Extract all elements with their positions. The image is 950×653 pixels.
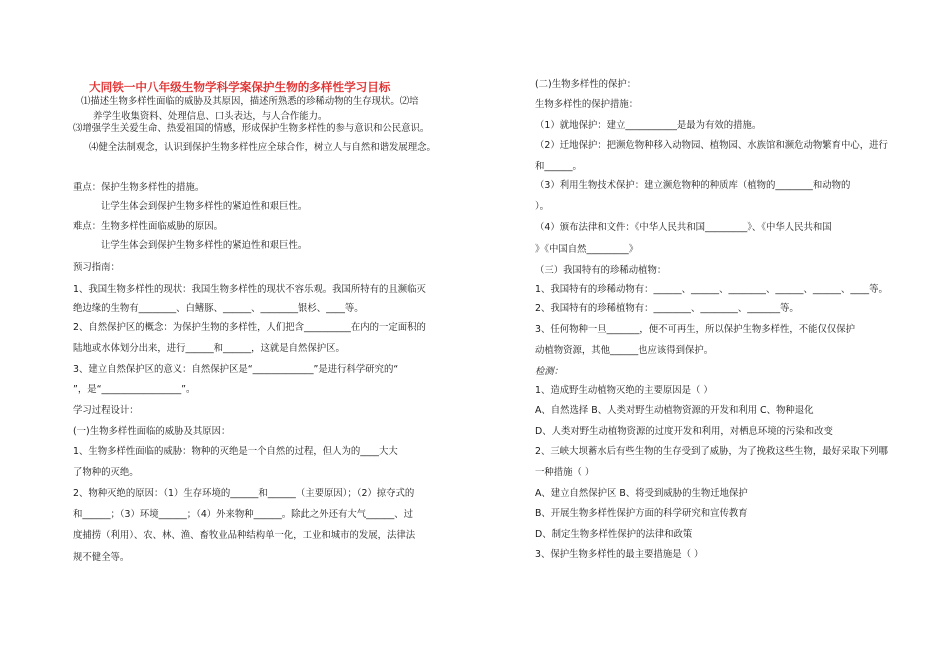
- section3-line: 2、我国特有的珍稀植物有：________、________、_______等。: [535, 303, 799, 314]
- section1-line: 规不健全等。: [73, 552, 130, 563]
- measures-heading: 生物多样性的保护措施：: [535, 99, 639, 110]
- section3-line: 动植物资源，其他______也应该得到保护。: [535, 345, 714, 356]
- page-title: 大同铁一中八年级生物学科学案保护生物的多样性学习目标: [89, 80, 391, 94]
- preview-line: ”，是“_________________”。: [73, 384, 196, 395]
- test-line: D、制定生物多样性保护的法律和政策: [535, 529, 693, 540]
- section1-line: 和______；（3）环境______；（4）外来物种______。除此之外还有大气______、过: [73, 509, 414, 520]
- test-line: A、自然选择 B、人类对野生动植物资源的开发和利用 C、物种退化: [535, 405, 814, 416]
- goal-line: ⑶增强学生关爱生命、热爱祖国的情感，形成保护生物多样性的参与意识和公民意识。: [73, 123, 430, 134]
- measure-line: （3）利用生物技术保护：建立濒危物种的种质库（植物的________和动物的: [535, 180, 851, 191]
- test-line: 1、造成野生动植物灭绝的主要原因是（ ）: [535, 385, 713, 396]
- goal-line: ⑴描述生物多样性面临的威胁及其原因，描述所熟悉的珍稀动物的生存现状。⑵培: [81, 96, 419, 107]
- preview-line: 1、我国生物多样性的现状：我国生物多样性的现状不容乐观。我国所特有的且濒临灭: [73, 284, 426, 295]
- measure-line: 》《中国自然_________》: [535, 244, 639, 255]
- test-line: D、人类对野生动植物资源的过度开发和利用，对栖息环境的污染和改变: [535, 426, 833, 437]
- measure-line: （4）颁布法律和文件：《中华人民共和国_________》、《中华人民共和国: [535, 222, 832, 233]
- measure-line: （1）就地保护：建立___________是最为有效的措施。: [535, 120, 762, 131]
- section3-line: 1、我国特有的珍稀动物有：______、______、________、______、______、____等。: [535, 284, 888, 295]
- measure-line: 和______。: [535, 161, 582, 172]
- difficulty-sub: 让学生体会到保护生物多样性的紧迫性和艰巨性。: [101, 240, 308, 251]
- test-line: A、建立自然保护区 B、将受到威胁的生物迁地保护: [535, 488, 748, 499]
- section3-line: 3、任何物种一旦_______，便不可再生，所以保护生物多样性，不能仅仅保护: [535, 324, 856, 335]
- measure-line: （2）迁地保护：把濒危物种移入动物园、植物园、水族馆和濒危动物繁育中心，进行: [535, 140, 888, 151]
- test-line: 一种措施（ ）: [535, 467, 595, 478]
- test-line: 3、保护生物多样性的最主要措施是（ ）: [535, 549, 704, 560]
- measure-line: ）。: [535, 201, 550, 212]
- goal-line: ⑷健全法制观念，认识到保护生物多样性应全球合作，树立人与自然和谐发展理念。: [89, 142, 436, 153]
- preview-heading: 预习指南：: [73, 262, 120, 273]
- goal-line: 养学生收集资料、处理信息、口头表达，与人合作能力。: [93, 111, 328, 122]
- test-line: B、开展生物多样性保护方面的科学研究和宣传教育: [535, 508, 748, 519]
- preview-line: 陆地或水体划分出来，进行______和______，这就是自然保护区。: [73, 343, 345, 354]
- section1-line: 1、生物多样性面临的威胁：物种的灭绝是一个自然的过程，但人为的____大大: [73, 446, 398, 457]
- test-heading: 检测：: [535, 366, 564, 377]
- section3-heading: （三）我国特有的珍稀动植物：: [535, 265, 667, 276]
- preview-line: 2、自然保护区的概念：为保护生物的多样性，人们把含__________在内的一定面积的: [73, 322, 426, 333]
- section1-line: 2、物种灭绝的原因：（1）生存环境的______和______（主要原因）；（2）掠夺式的: [73, 488, 415, 499]
- test-line: 2、三峡大坝蓄水后有些生物的生存受到了威胁，为了挽救这些生物，最好采取下列哪: [535, 446, 888, 457]
- section1-line: 了物种的灭绝。: [73, 467, 139, 478]
- process-heading: 学习过程设计：: [73, 405, 139, 416]
- key-point-sub: 让学生体会到保护生物多样性的紧迫性和艰巨性。: [101, 201, 308, 212]
- section1-line: 度捕捞（利用）、农、林、渔、畜牧业品种结构单一化，工业和城市的发展，法律法: [73, 530, 416, 541]
- section1-heading: (一)生物多样性面临的威胁及其原因：: [73, 426, 231, 437]
- difficulty: 难点：生物多样性面临威胁的原因。: [73, 221, 224, 232]
- preview-line: 绝边缘的生物有________、白鳍豚、______、________银杉、____等。: [73, 303, 364, 314]
- preview-line: 3、建立自然保护区的意义：自然保护区是“_____________”是进行科学研究的“: [73, 364, 399, 375]
- section2-heading: (二)生物多样性的保护：: [535, 79, 637, 90]
- key-point: 重点：保护生物多样性的措施。: [73, 182, 205, 193]
